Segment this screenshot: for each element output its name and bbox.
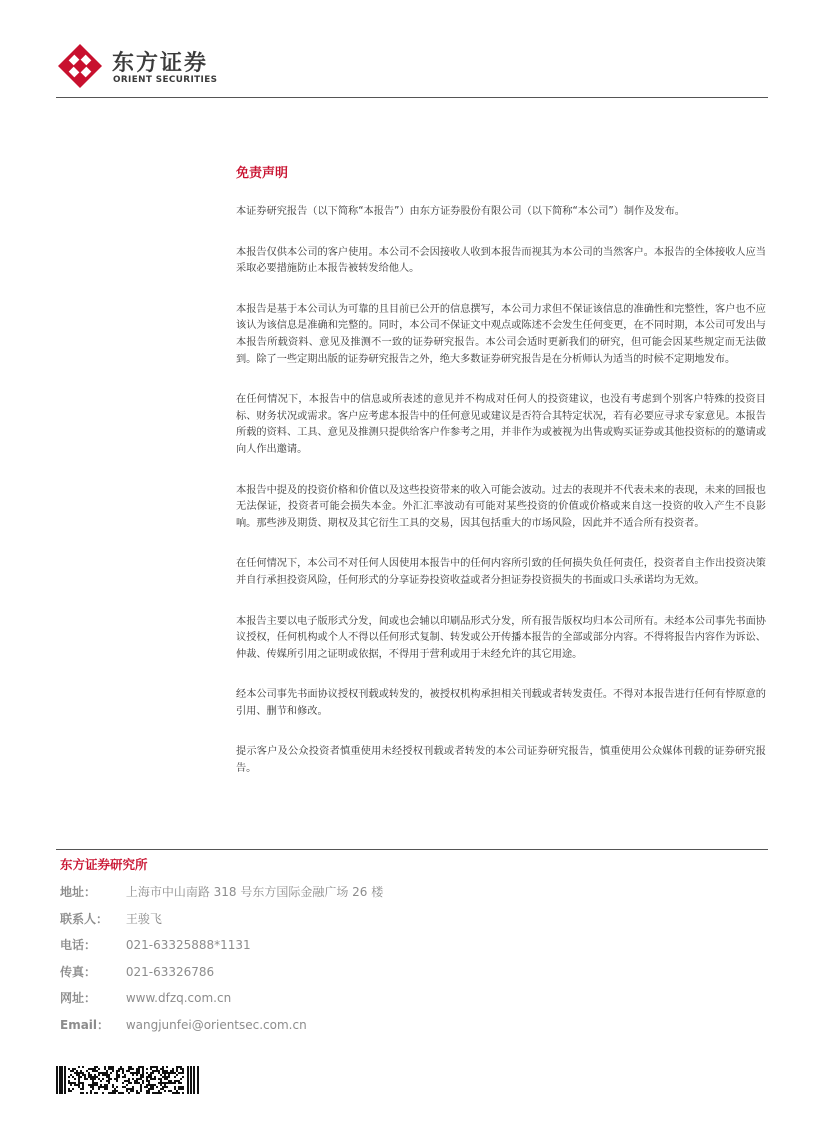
contact-address bbox=[60, 884, 383, 911]
header-divider bbox=[56, 97, 768, 98]
disclaimer-paragraph: 本证券研究报告（以下简称“本报告”）由东方证券股份有限公司（以下简称“本公司”）制作及发布。 bbox=[236, 206, 685, 217]
disclaimer-paragraph: 本报告是基于本公司认为可靠的且目前已公开的信息撰写，本公司力求但不保证该信息的准确性和完整性，客户也不应该认为该信息是准确和完整的。同时，本公司不保证文中观点或陈述不会发生任何变更，在不同时期，本公司可发出与本报告所载资料、意见及推测不一致的证券研究报告。本公司会适时更新我们的研究，但可能会因某些规定而无法做到。除了一些定期出版的证券研究报告之外，绝大多数证券研究报告是在分析师认为适当的时候不定期地发布。 bbox=[236, 303, 766, 365]
footer-divider bbox=[56, 849, 768, 850]
contact-label: 网址： bbox=[60, 991, 97, 1005]
company-logo bbox=[56, 42, 236, 92]
contact-phone bbox=[60, 937, 383, 964]
contact-value: www.dfzq.com.cn bbox=[125, 991, 232, 1005]
contact-value: 王骏飞 bbox=[125, 911, 162, 926]
disclaimer-paragraph: 在任何情况下，本报告中的信息或所表述的意见并不构成对任何人的投资建议，也没有考虑到个别客户特殊的投资目标、财务状况或需求。客户应考虑本报告中的任何意见或建议是否符合其特定状况，若有必要应寻求专家意见。本报告所载的资料、工具、意见及推测只提供给客户作参考之用，并非作为或被视为出售或购买证券或其他投资标的的邀请或向人作出邀请。 bbox=[236, 394, 766, 455]
logo-english-name: ORIENT SECURITIES bbox=[113, 75, 218, 85]
disclaimer-title: 免责声明 bbox=[236, 166, 289, 181]
contact-person bbox=[60, 911, 383, 938]
barcode-icon bbox=[56, 1066, 200, 1094]
contact-fax bbox=[60, 964, 383, 991]
contact-label: 联系人： bbox=[60, 911, 109, 926]
contact-email bbox=[60, 1017, 383, 1044]
institute-name: 东方证券研究所 bbox=[60, 857, 148, 872]
contact-label: Email： bbox=[60, 1017, 110, 1032]
orient-logo-icon bbox=[56, 42, 104, 90]
contact-label: 传真： bbox=[60, 964, 97, 979]
contact-label: 电话： bbox=[60, 938, 97, 952]
contact-value: wangjunfei@orientsec.com.cn bbox=[125, 1017, 307, 1032]
disclaimer-paragraph: 本报告主要以电子版形式分发，间或也会辅以印刷品形式分发，所有报告版权均归本公司所有。未经本公司事先书面协议授权，任何机构或个人不得以任何形式复制、转发或公开传播本报告的全部或部分内容。不得将报告内容作为诉讼、仲裁、传媒所引用之证明或依据，不得用于营利或用于未经允许的其它用途。 bbox=[236, 615, 766, 660]
disclaimer-paragraph: 经本公司事先书面协议授权刊载或转发的，被授权机构承担相关刊载或者转发责任。不得对本报告进行任何有悖原意的引用、删节和修改。 bbox=[236, 689, 766, 717]
contact-website bbox=[60, 990, 383, 1017]
contact-label: 地址： bbox=[60, 885, 97, 899]
disclaimer-body bbox=[236, 204, 766, 802]
contact-list bbox=[60, 884, 383, 1043]
disclaimer-paragraph: 本报告中提及的投资价格和价值以及这些投资带来的收入可能会波动。过去的表现并不代表未来的表现，未来的回报也无法保证，投资者可能会损失本金。外汇汇率波动有可能对某些投资的价值或价格或来自这一投资的收入产生不良影响。那些涉及期货、期权及其它衍生工具的交易，因其包括重大的市场风险，因此并不适合所有投资者。 bbox=[236, 484, 766, 529]
contact-value: 021-63325888*1131 bbox=[125, 938, 251, 952]
contact-value: 上海市中山南路 318 号东方国际金融广场 26 楼 bbox=[125, 885, 384, 899]
logo-chinese-name: 东方证券 bbox=[112, 51, 209, 76]
disclaimer-paragraph: 提示客户及公众投资者慎重使用未经授权刊载或者转发的本公司证券研究报告，慎重使用公众媒体刊载的证券研究报告。 bbox=[236, 746, 766, 775]
contact-value: 021-63326786 bbox=[125, 964, 215, 979]
disclaimer-paragraph: 在任何情况下，本公司不对任何人因使用本报告中的任何内容所引致的任何损失负任何责任，投资者自主作出投资决策并自行承担投资风险，任何形式的分享证券投资收益或者分担证券投资损失的书面或口头承诺均为无效。 bbox=[236, 558, 766, 586]
disclaimer-paragraph: 本报告仅供本公司的客户使用。本公司不会因接收人收到本报告而视其为本公司的当然客户。本报告的全体接收人应当采取必要措施防止本报告被转发给他人。 bbox=[236, 246, 766, 275]
